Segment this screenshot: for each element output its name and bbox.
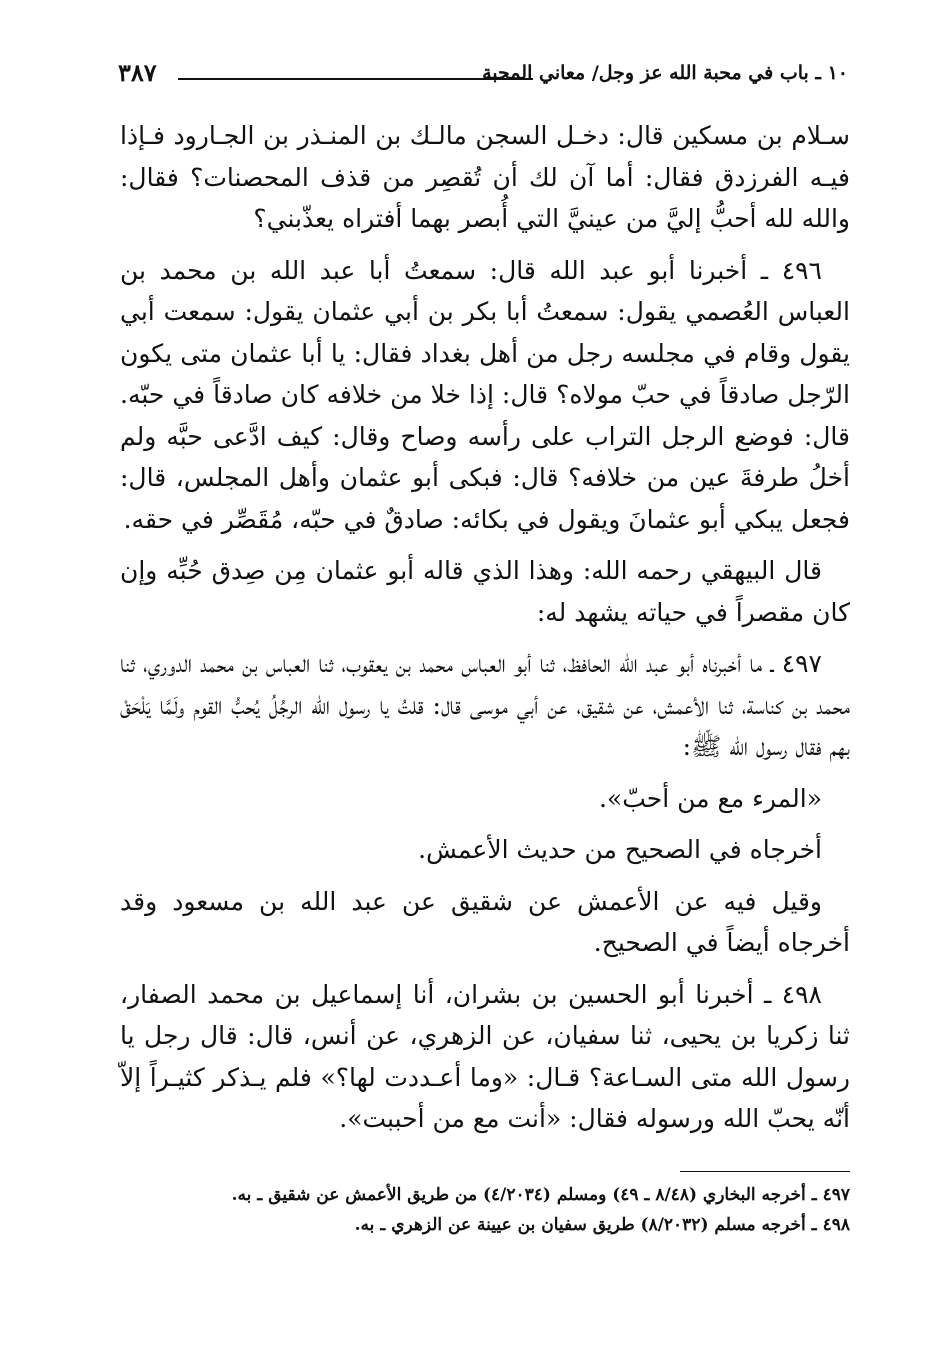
- paragraph-takhrij: أخرجاه في الصحيح من حديث الأعمش.: [418, 835, 822, 864]
- chapter-title: ١٠ ـ باب في محبة الله عز وجل/ معاني المحبة: [482, 62, 848, 84]
- paragraph-hadith-498: ٤٩٨ ـ أخبرنا أبو الحسين بن بشران، أنا إسماعيل بن محمد الصفار، ثنا زكريا بن يحيى، ثنا سفيان، عن الزهري، عن أنس، قال: قال رجل يا رسول الله متى السـاعة؟ قـال: «وما أعـددت لها؟» فلم يـذكر كثيـراً إلاّ أنّه يحبّ الله ورسوله فقال: «أنت مع من أحببت».: [120, 979, 850, 1133]
- paragraph-hadith-496: ٤٩٦ ـ أخبرنا أبو عبد الله قال: سمعتُ أبا عبد الله بن محمد بن العباس العُصمي يقول: سمعتُ أبا بكر بن أبي عثمان يقول: سمعت أبي يقول وقام في مجلسه رجل من أهل بغداد فقال: يا أبا عثمان متى يكون الرّجل صادقاً في حبّ مولاه؟ قال: إذا خلا من خلافه كان صادقاً في حبّه. قال: فوضع الرجل التراب على رأسه وصاح وقال: كيف ادَّعى حبَّه ولم أخلُ طرفةَ عين من خلافه؟ قال: فبكى أبو عثمان وأهل المجلس، قال: فجعل يبكي أبو عثمانَ ويقول في بكائه: صادقٌ في حبّه، مُقَصِّر في حقه.: [120, 255, 850, 534]
- paragraph-variant: وقيل فيه عن الأعمش عن شقيق عن عبد الله بن مسعود وقد أخرجاه أيضاً في الصحيح.: [120, 886, 850, 957]
- paragraph-hadith-quote: «المرء مع من أحبّ».: [598, 783, 822, 813]
- running-header: [118, 58, 848, 90]
- footnote-497: ٤٩٧ ـ أخرجه البخاري (٨/٤٨ ـ ٤٩) ومسلم (٤/٢٠٣٤) من طريق الأعمش عن شقيق ـ به.: [231, 1185, 850, 1205]
- footnote-498: ٤٩٨ ـ أخرجه مسلم (٨/٢٠٣٢) طريق سفيان بن عيينة عن الزهري ـ به.: [354, 1215, 850, 1235]
- header-rule: [178, 78, 533, 80]
- footnotes: [120, 1180, 850, 1240]
- main-text: [120, 115, 850, 1150]
- page-number: ٣٨٧: [118, 58, 157, 87]
- paragraph-hadith-497: ٤٩٧ ـ ما أخبرناه أبو عبد الله الحافظ، ثنا أبو العباس محمد بن يعقوب، ثنا العباس بن محمد الدوري، ثنا محمد بن كناسة، ثنا الأعمش، عن شقيق، عن أبي موسى قال: قلتُ يا رسول الله الرجُلُ يُحبُّ القوم ولَمَّا يَلْحَقْ بهم فقال رسول الله ﷺ:: [120, 649, 850, 761]
- paragraph-bayhaqi-comment: قال البيهقي رحمه الله: وهذا الذي قاله أبو عثمان مِن صِدق حُبِّه وإن كان مقصراً في حياته يشهد له:: [120, 556, 850, 627]
- paragraph-continuation: سـلام بن مسكين قال: دخـل السجن مالـك بن المنـذر بن الجـارود فـإذا فيـه الفرزدق فقال: أما آن لك أن تُقصِر من قذف المحصنات؟ فقال: والله لله أحبُّ إليَّ من عينيَّ التي أُبصر بهما أفتراه يعذّبني؟: [120, 121, 850, 233]
- footnote-separator: [680, 1171, 850, 1172]
